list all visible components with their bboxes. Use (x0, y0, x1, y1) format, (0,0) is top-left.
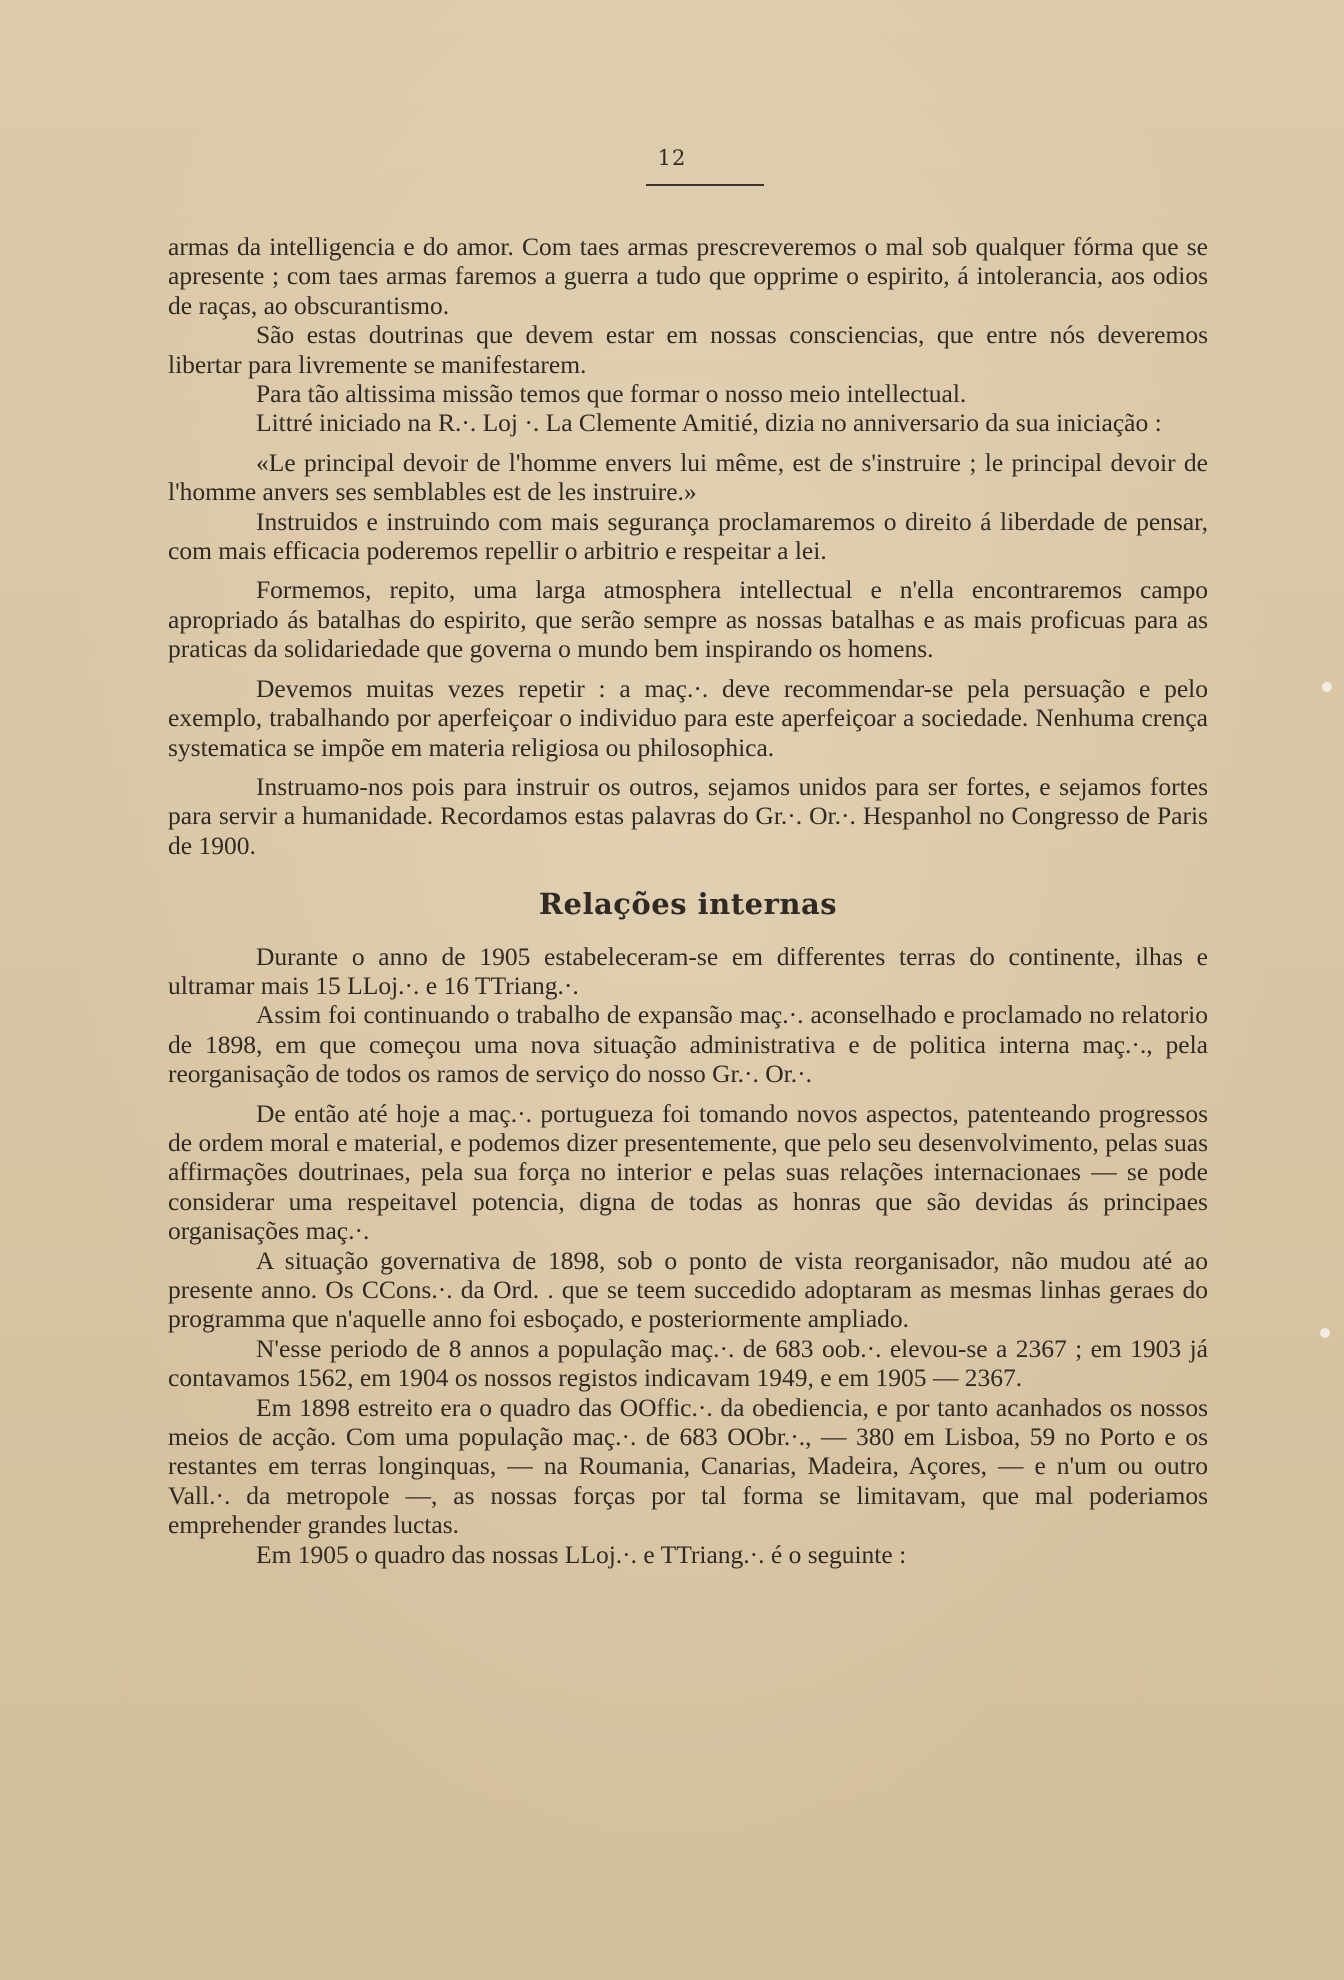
paragraph: Formemos, repito, uma larga atmosphera intellectual e n'ella encontraremos campo apropriado ás batalhas do espirito, que serão sempre as nossas batalhas e as mais proficuas para as praticas da solidariedade que governa o mundo bem inspirando os homens. (168, 575, 1208, 664)
paragraph: A situação governativa de 1898, sob o ponto de vista reorganisador, não mudou até ao presente anno. Os CCons.·. da Ord. . que se teem succedido adoptaram as mesmas linhas geraes do programma que n'aquelle anno foi esboçado, e posteriormente ampliado. (168, 1245, 1208, 1334)
paper-hole-mark (1320, 1328, 1330, 1338)
paragraph: armas da intelligencia e do amor. Com taes armas prescreveremos o mal sob qualquer fórma que se apresente ; com taes armas faremos a guerra a tudo que opprime o espirito, á intolerancia, aos odios de raças, ao obscurantismo. (168, 232, 1208, 320)
document-body (168, 232, 1208, 1569)
paragraph: De então até hoje a maç.·. portugueza foi tomando novos aspectos, patenteando progressos de ordem moral e material, e podemos dizer presentemente, que pelo seu desenvolvimento, pelas suas affirmações doutrinaes, pela sua força no interior e pelas suas relações internacionaes — se pode considerar uma respeitavel potencia, digna de todas as honras que são devidas ás principaes organisações maç.·. (168, 1098, 1208, 1246)
paragraph: Devemos muitas vezes repetir : a maç.·. deve recommendar-se pela persuação e pelo exemplo, trabalhando por aperfeiçoar o individuo para este aperfeiçoar a sociedade. Nenhuma crença systematica se impõe em materia religiosa ou philosophica. (168, 673, 1208, 762)
paragraph: São estas doutrinas que devem estar em nossas consciencias, que entre nós deveremos libertar para livremente se manifestarem. (168, 320, 1208, 379)
paragraph: N'esse periodo de 8 annos a população maç.·. de 683 oob.·. elevou-se a 2367 ; em 1903 já contavamos 1562, em 1904 os nossos registos indicavam 1949, e em 1905 — 2367. (168, 1333, 1208, 1393)
page-number: 12 (657, 146, 687, 170)
paragraph: Em 1898 estreito era o quadro das OOffic.·. da obediencia, e por tanto acanhados os nossos meios de acção. Com uma população maç.·. de 683 OObr.·., — 380 em Lisboa, 59 no Porto e os restantes em terras longinquas, — na Roumania, Canarias, Madeira, Açores, — e n'um ou outro Vall.·. da metropole —, as nossas forças por tal forma se limitavam, que mal poderiamos emprehender grandes luctas. (168, 1392, 1208, 1540)
paragraph: Para tão altissima missão temos que formar o nosso meio intellectual. (256, 379, 967, 409)
paragraph: Assim foi continuando o trabalho de expansão maç.·. aconselhado e proclamado no relatorio de 1898, em que começou uma nova situação administrativa e de politica interna maç.·., pela reorganisação de todos os ramos de serviço do nosso Gr.·. Or.·. (168, 1000, 1208, 1089)
paragraph: Instruidos e instruindo com mais segurança proclamaremos o direito á liberdade de pensar, com mais efficacia poderemos repellir o arbitrio e respeitar a lei. (168, 506, 1208, 566)
page-number-rule (646, 184, 764, 186)
paragraph: Durante o anno de 1905 estabeleceram-se em differentes terras do continente, ilhas e ultramar mais 15 LLoj.·. e 16 TTriang.·. (168, 941, 1208, 1000)
paragraph: Littré iniciado na R.·. Loj ·. La Clemente Amitié, dizia no anniversario da sua iniciação : (256, 408, 1162, 438)
paragraph: Em 1905 o quadro das nossas LLoj.·. e TTriang.·. é o seguinte : (256, 1539, 907, 1569)
paragraph: Instruamo-nos pois para instruir os outros, sejamos unidos para ser fortes, e sejamos fortes para servir a humanidade. Recordamos estas palavras do Gr.·. Or.·. Hespanhol no Congresso de Paris de 1900. (168, 771, 1208, 860)
quote-paragraph: «Le principal devoir de l'homme envers lui même, est de s'instruire ; le principal devoir de l'homme anvers ses semblables est de les instruire.» (168, 447, 1208, 507)
section-title: Relações internas (538, 887, 838, 922)
paper-hole-mark (1322, 682, 1332, 692)
